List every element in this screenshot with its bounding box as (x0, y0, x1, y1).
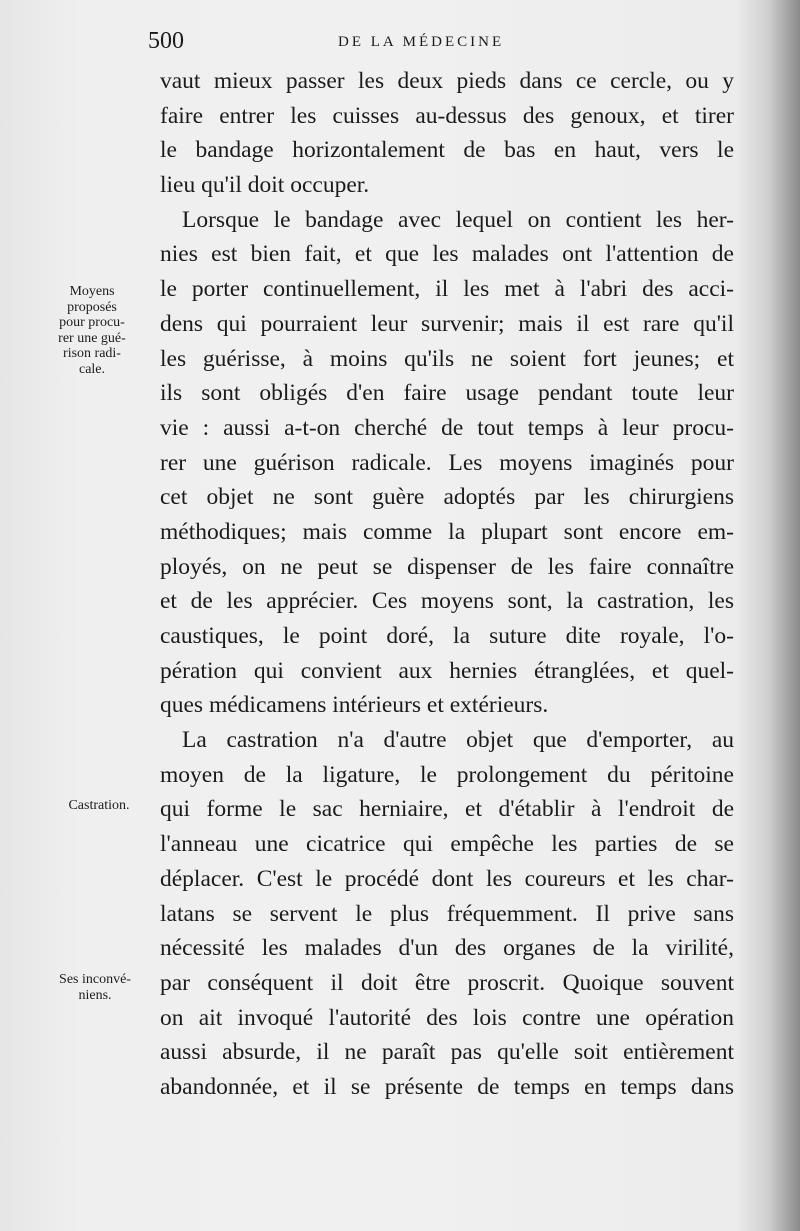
text-line: méthodiques; mais comme la plupart sont encore em- (160, 518, 734, 545)
page-number: 500 (148, 28, 184, 54)
margin-note-line: Ses inconvé- (59, 972, 131, 987)
text-line: et de les apprécier. Ces moyens sont, la castration, les (160, 588, 734, 615)
page-header (148, 28, 748, 60)
text-line: aussi absurde, il ne paraît pas qu'elle soit entièrement (160, 1039, 734, 1066)
text-line: ils sont obligés d'en faire usage pendant toute leur (160, 380, 734, 407)
text-line: nécessité les malades d'un des organes de la virilité, (160, 935, 734, 962)
text-line: le bandage horizontalement de bas en haut, vers le (160, 137, 734, 164)
text-line: vaut mieux passer les deux pieds dans ce cercle, ou y (160, 68, 734, 94)
margin-note-line: rison radi- (63, 346, 121, 361)
text-line: vie : aussi a-t-on cherché de tout temps à leur procu- (160, 414, 734, 441)
text-line: par conséquent il doit être proscrit. Quoique souvent (160, 969, 734, 996)
body-text (160, 64, 734, 1105)
text-line: déplacer. C'est le procédé dont les coureurs et les char- (160, 865, 734, 892)
text-line: ques médicamens intérieurs et extérieurs. (160, 692, 549, 719)
text-line: abandonnée, et il se présente de temps en temps dans (160, 1073, 734, 1100)
margin-note-drawbacks (40, 972, 150, 1003)
margin-note-line: proposés (67, 299, 117, 315)
margin-note-line: pour procu- (59, 315, 125, 330)
margin-note-line: cale. (78, 361, 106, 377)
text-line: caustiques, le point doré, la suture dite royale, l'o- (160, 623, 734, 649)
text-line: rer une guérison radicale. Les moyens imaginés pour (160, 449, 734, 476)
text-line: cet objet ne sont guère adoptés par les chirurgiens (160, 484, 734, 511)
text-line: ployés, on ne peut se dispenser de les faire connaître (160, 553, 734, 580)
text-line: faire entrer les cuisses au-dessus des genoux, et tirer (160, 102, 734, 129)
text-line: nies est bien fait, et que les malades ont l'attention de (160, 241, 734, 268)
text-line: on ait invoqué l'autorité des lois contre une opération (160, 1004, 734, 1031)
text-line: latans se servent le plus fréquemment. Il prive sans (160, 900, 734, 927)
margin-note-radical-cure (34, 284, 150, 377)
margin-note-line: Moyens (69, 284, 115, 299)
text-line: les guérisse, à moins qu'ils ne soient fort jeunes; et (160, 345, 734, 372)
text-line: lieu qu'il doit occuper. (160, 172, 370, 199)
margin-note-line: niens. (78, 987, 112, 1003)
text-line: le porter continuellement, il les met à l'abri des acci- (160, 276, 734, 303)
margin-note-line: rer une gué- (58, 330, 126, 346)
text-line: moyen de la ligature, le prolongement du péritoine (160, 761, 734, 788)
margin-note-line: Castration. (68, 798, 130, 813)
text-line: qui forme le sac herniaire, et d'établir à l'endroit de (160, 796, 734, 823)
text-line: dens qui pourraient leur survenir; mais il est rare qu'il (160, 310, 734, 337)
paragraph-start-line: Lorsque le bandage avec lequel on contient les her- (182, 206, 734, 233)
paragraph-start-line: La castration n'a d'autre objet que d'emporter, au (182, 727, 734, 754)
text-line: pération qui convient aux hernies étranglées, et quel- (160, 657, 734, 684)
running-head: DE LA MÉDECINE (338, 34, 505, 50)
text-line: l'anneau une cicatrice qui empêche les parties de se (160, 831, 734, 858)
margin-note-castration (44, 798, 154, 814)
